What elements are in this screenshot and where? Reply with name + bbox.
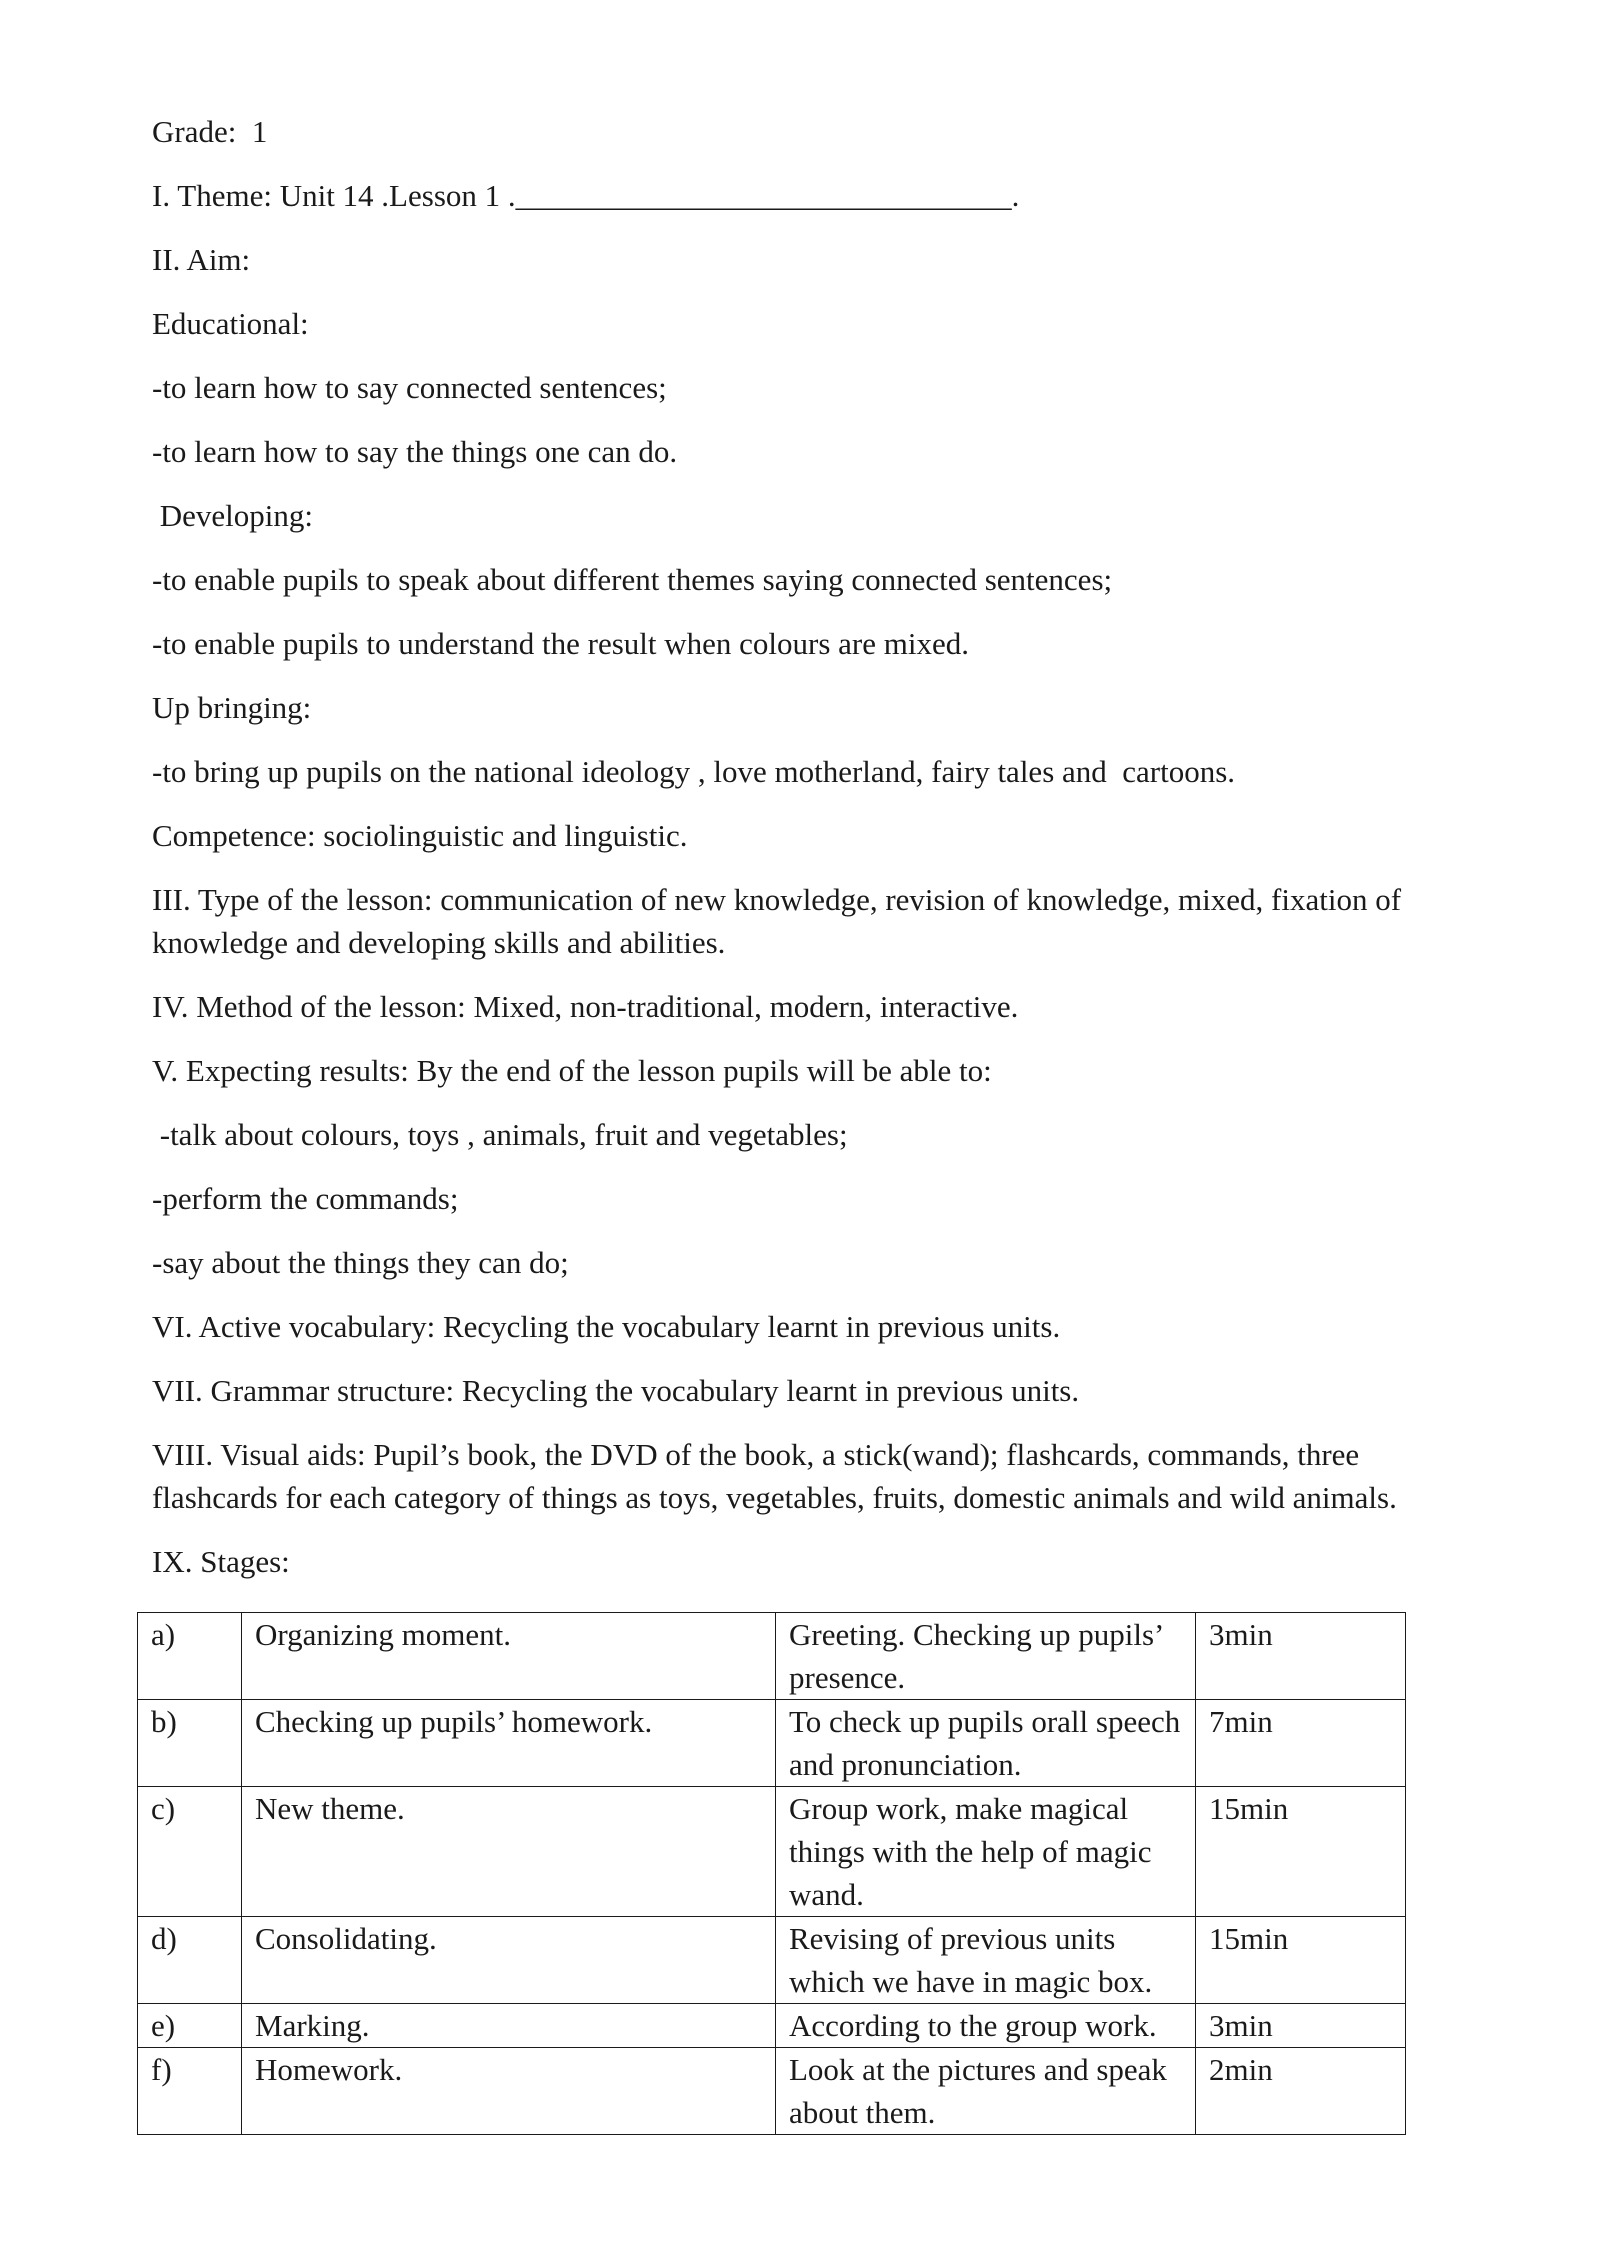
table-row xyxy=(138,1700,1406,1787)
competence-line: Competence: sociolinguistic and linguistic. xyxy=(152,818,688,853)
stage-name: Checking up pupils’ homework. xyxy=(242,1700,776,1787)
stage-letter: e) xyxy=(138,2004,242,2048)
method-of-lesson: IV. Method of the lesson: Mixed, non-traditional, modern, interactive. xyxy=(152,989,1019,1024)
stage-time: 2min xyxy=(1196,2048,1406,2135)
stage-time: 3min xyxy=(1196,2004,1406,2048)
stage-time: 3min xyxy=(1196,1613,1406,1700)
stage-letter: b) xyxy=(138,1700,242,1787)
stage-description: Group work, make magical things with the help of magic wand. xyxy=(776,1787,1196,1917)
theme-line: I. Theme: Unit 14 .Lesson 1 .________________________________. xyxy=(152,178,1020,213)
result-item: -talk about colours, toys , animals, fruit and vegetables; xyxy=(152,1117,848,1152)
stage-description: Greeting. Checking up pupils’ presence. xyxy=(776,1613,1196,1700)
stage-description: To check up pupils orall speech and pronunciation. xyxy=(776,1700,1196,1787)
active-vocabulary: VI. Active vocabulary: Recycling the vocabulary learnt in previous units. xyxy=(152,1309,1061,1344)
stage-letter: c) xyxy=(138,1787,242,1917)
stage-time: 7min xyxy=(1196,1700,1406,1787)
stage-time: 15min xyxy=(1196,1787,1406,1917)
type-of-lesson: III. Type of the lesson: communication of new knowledge, revision of knowledge, mixed, fixation of knowledge and developing skills and abilities. xyxy=(152,882,1409,960)
developing-item: -to enable pupils to understand the result when colours are mixed. xyxy=(152,626,969,661)
grammar-structure: VII. Grammar structure: Recycling the vocabulary learnt in previous units. xyxy=(152,1373,1080,1408)
upbringing-item: -to bring up pupils on the national ideology , love motherland, fairy tales and cartoons. xyxy=(152,754,1236,789)
stage-letter: d) xyxy=(138,1917,242,2004)
visual-aids: VIII. Visual aids: Pupil’s book, the DVD of the book, a stick(wand); flashcards, commands, three flashcards for each category of things as toys, vegetables, fruits, domestic animals and wild animals. xyxy=(152,1437,1397,1515)
upbringing-heading: Up bringing: xyxy=(152,690,312,725)
stage-name: Homework. xyxy=(242,2048,776,2135)
table-row xyxy=(138,1787,1406,1917)
stage-name: Marking. xyxy=(242,2004,776,2048)
stages-table xyxy=(137,1612,1406,2135)
educational-heading: Educational: xyxy=(152,306,309,341)
expecting-results: V. Expecting results: By the end of the lesson pupils will be able to: xyxy=(152,1053,992,1088)
stage-name: Organizing moment. xyxy=(242,1613,776,1700)
table-row xyxy=(138,2004,1406,2048)
stage-name: Consolidating. xyxy=(242,1917,776,2004)
result-item: -say about the things they can do; xyxy=(152,1245,569,1280)
stage-description: Revising of previous units which we have in magic box. xyxy=(776,1917,1196,2004)
grade-line: Grade: 1 xyxy=(152,114,268,149)
stage-description: Look at the pictures and speak about them. xyxy=(776,2048,1196,2135)
aim-heading: II. Aim: xyxy=(152,242,251,277)
table-row xyxy=(138,1613,1406,1700)
stage-letter: f) xyxy=(138,2048,242,2135)
stage-name: New theme. xyxy=(242,1787,776,1917)
educational-item: -to learn how to say connected sentences; xyxy=(152,370,667,405)
table-row xyxy=(138,1917,1406,2004)
lesson-plan-text xyxy=(152,110,1472,1604)
stage-letter: a) xyxy=(138,1613,242,1700)
stage-time: 15min xyxy=(1196,1917,1406,2004)
table-row xyxy=(138,2048,1406,2135)
developing-heading: Developing: xyxy=(152,498,313,533)
result-item: -perform the commands; xyxy=(152,1181,459,1216)
developing-item: -to enable pupils to speak about different themes saying connected sentences; xyxy=(152,562,1113,597)
stage-description: According to the group work. xyxy=(776,2004,1196,2048)
stages-heading: IX. Stages: xyxy=(152,1544,290,1579)
educational-item: -to learn how to say the things one can do. xyxy=(152,434,678,469)
